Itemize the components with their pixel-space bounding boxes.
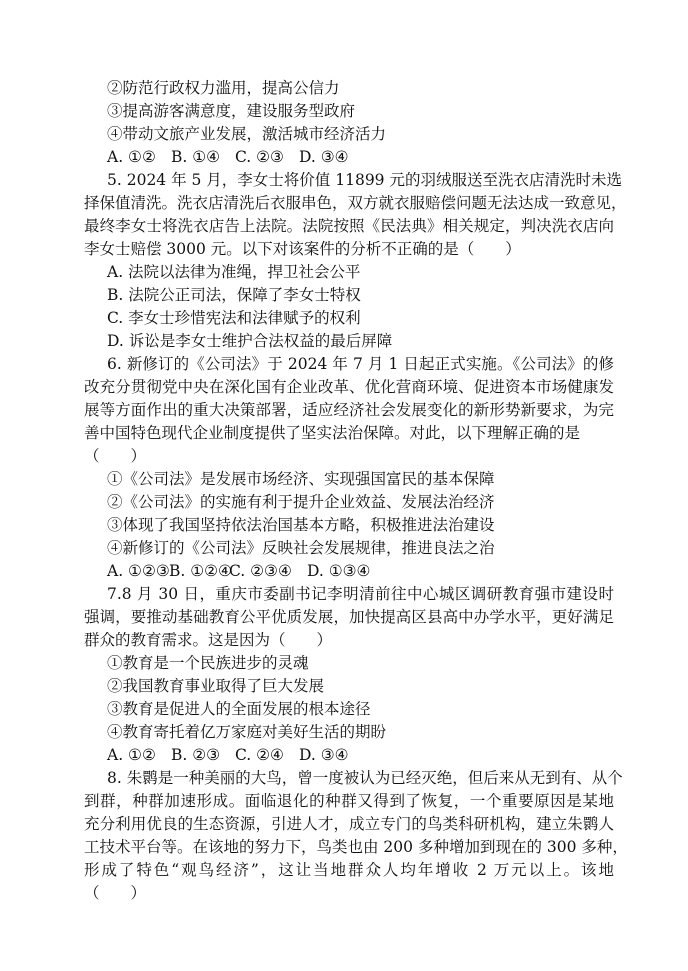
q8-stem-line-3: 充分利用优良的生态资源，引进人才，成立专门的鸟类科研机构，建立朱鹮人 [84, 815, 614, 833]
q4-choice-c: C. ②③ [235, 148, 284, 166]
q6-statement-2: ②《公司法》的实施有利于提升企业效益、发展法治经济 [107, 493, 495, 511]
q6-stem-line-5: （ ） [84, 447, 147, 465]
q6-statement-4: ④新修订的《公司法》反映社会发展规律，推进良法之治 [107, 539, 495, 557]
q8-stem-line-2: 到群，种群加速形成。面临退化的种群又得到了恢复，一个重要原因是某地 [84, 792, 614, 810]
q6-stem-line-1: 6. 新修订的《公司法》于 2024 年 7 月 1 日起正式实施。《公司法》的修 [107, 355, 614, 373]
q6-choices [107, 559, 447, 583]
q4-choices [107, 145, 447, 169]
q8-stem-line-5: 形成了特色“观鸟经济”，这让当地群众人均年增收 2 万元以上。该地 [84, 861, 614, 879]
q7-stem-line-3: 群众的教育需求。这是因为（ ） [84, 631, 333, 649]
q5-option-c: C. 李女士珍惜宪法和法律赋予的权利 [107, 309, 361, 327]
q6-choice-b: B. ①②④ [169, 562, 232, 580]
q6-choice-a: A. ①②③ [107, 562, 170, 580]
q8-stem-line-1: 8. 朱鹮是一种美丽的大鸟，曾一度被认为已经灭绝，但后来从无到有、从个 [107, 769, 623, 787]
q7-choice-c: C. ②④ [235, 746, 284, 764]
q6-statement-1: ①《公司法》是发展市场经济、实现强国富民的基本保障 [107, 470, 495, 488]
q8-stem-line-6: （ ） [84, 884, 147, 902]
q7-choice-b: B. ②③ [171, 746, 221, 764]
q4-choice-a: A. ①② [107, 148, 156, 166]
q7-statement-3: ③教育是促进人的全面发展的根本途径 [107, 700, 371, 718]
q6-stem-line-4: 善中国特色现代企业制度提供了坚实法治保障。对此，以下理解正确的是 [84, 424, 581, 442]
q8-stem-line-4: 工技术平台等。在该地的努力下，鸟类也由 200 多种增加到现在的 300 多种， [84, 838, 628, 856]
q5-stem-line-3: 最终李女士将洗衣店告上法院。法院按照《民法典》相关规定，判决洗衣店向 [84, 217, 614, 235]
q4-choice-d: D. ③④ [299, 148, 349, 166]
q7-statement-4: ④教育寄托着亿万家庭对美好生活的期盼 [107, 723, 387, 741]
q5-stem-line-4: 李女士赔偿 3000 元。以下对该案件的分析不正确的是（ ） [84, 240, 521, 258]
q6-choice-c: C. ②③④ [229, 562, 292, 580]
q7-stem-line-2: 强调，要推动基础教育公平优质发展，加快提高区县高中办学水平，更好满足 [84, 608, 614, 626]
q5-option-b: B. 法院公正司法，保障了李女士特权 [107, 286, 361, 304]
q7-statement-2: ②我国教育事业取得了巨大发展 [107, 677, 325, 695]
q4-choice-b: B. ①④ [171, 148, 221, 166]
q4-statement-2: ②防范行政权力滥用，提高公信力 [107, 79, 340, 97]
q6-choice-d: D. ①③④ [307, 562, 371, 580]
q7-choice-d: D. ③④ [299, 746, 349, 764]
q6-statement-3: ③体现了我国坚持依法治国基本方略，积极推进法治建设 [107, 516, 495, 534]
q6-stem-line-3: 展等方面作出的重大决策部署，适应经济社会发展变化的新形势新要求，为完 [84, 401, 614, 419]
q5-option-d: D. 诉讼是李女士维护合法权益的最后屏障 [107, 332, 393, 350]
q7-statement-1: ①教育是一个民族进步的灵魂 [107, 654, 309, 672]
q7-choices [107, 743, 447, 767]
q5-option-a: A. 法院以法律为准绳，捍卫社会公平 [107, 263, 361, 281]
q5-stem-line-2: 择保值清洗。洗衣店清洗后衣服串色，双方就衣服赔偿问题无法达成一致意见， [84, 194, 627, 212]
q7-stem-line-1: 7.8 月 30 日，重庆市委副书记李明清前往中心城区调研教育强市建设时 [107, 585, 614, 603]
q6-stem-line-2: 改充分贯彻党中央在深化国有企业改革、优化营商环境、促进资本市场健康发 [84, 378, 614, 396]
q4-statement-3: ③提高游客满意度，建设服务型政府 [107, 102, 356, 120]
q5-stem-line-1: 5. 2024 年 5 月，李女士将价值 11899 元的羽绒服送至洗衣店清洗时未选 [107, 171, 622, 189]
q4-statement-4: ④带动文旅产业发展，激活城市经济活力 [107, 125, 387, 143]
q7-choice-a: A. ①② [107, 746, 156, 764]
